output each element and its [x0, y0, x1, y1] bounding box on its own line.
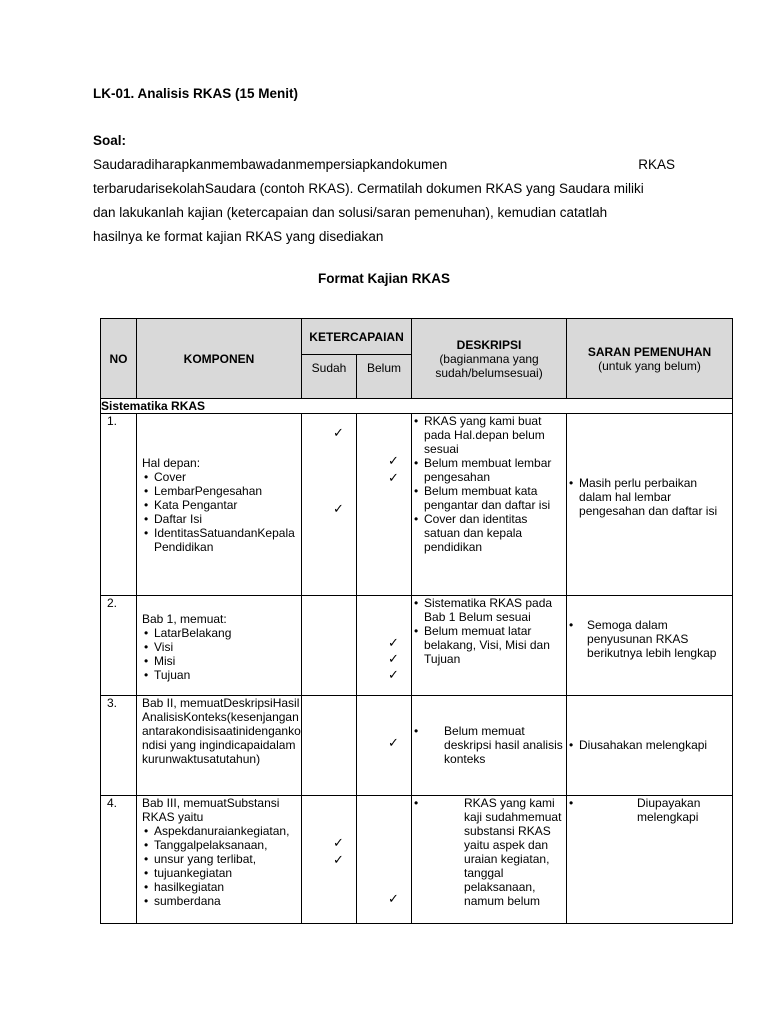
list-item: • LatarBelakang	[142, 626, 301, 640]
list-item: • Daftar Isi	[142, 512, 301, 526]
saran-list	[567, 738, 732, 752]
komponen-lead: Bab 1, memuat:	[142, 612, 227, 626]
paragraph-line-1-left: Saudaradiharapkanmembawadanmempersiapkandokumen	[93, 157, 448, 172]
check-mark-icon: ✓	[388, 651, 399, 666]
header-no: NO	[101, 319, 137, 399]
list-item: • sumberdana	[142, 894, 301, 908]
row-sudah	[302, 696, 357, 796]
deskripsi-list	[412, 724, 566, 766]
deskripsi-list	[412, 596, 566, 666]
komponen-lead: Bab III, memuatSubstansi RKAS yaitu	[142, 796, 280, 824]
header-sudah: Sudah	[302, 355, 357, 399]
table-row	[101, 796, 733, 924]
instruction-paragraph	[93, 153, 675, 249]
list-item: • Diupayakan melengkapi	[567, 796, 732, 824]
kajian-table	[100, 318, 733, 924]
soal-label: Soal:	[93, 133, 127, 148]
deskripsi-list	[412, 796, 566, 908]
list-item: • Misi	[142, 654, 301, 668]
row-komponen	[137, 414, 302, 596]
saran-list	[567, 618, 732, 660]
row-belum	[357, 796, 412, 924]
paragraph-line-1-right: RKAS	[638, 157, 675, 172]
list-item: • Kata Pengantar	[142, 498, 301, 512]
list-item: • Belum membuat kata pengantar dan daftar isi	[412, 484, 566, 512]
list-item: • RKAS yang kami kaji sudahmemuat substansi RKAS yaitu aspek dan uraian kegiatan, tanggal pelaksanaan, namum belum	[412, 796, 566, 908]
deskripsi-list	[412, 414, 566, 554]
header-saran	[567, 319, 733, 399]
list-item: • Visi	[142, 640, 301, 654]
paragraph-line-1	[93, 153, 675, 177]
row-no: 2.	[101, 596, 137, 696]
check-mark-icon: ✓	[333, 425, 344, 440]
row-saran	[567, 596, 733, 696]
header-saran-title: SARAN PEMENUHAN	[587, 344, 712, 359]
komponen-lead: Hal depan:	[142, 456, 201, 470]
row-sudah	[302, 796, 357, 924]
paragraph-line-4: hasilnya ke format kajian RKAS yang disediakan	[93, 229, 384, 244]
row-belum	[357, 596, 412, 696]
table-row	[101, 596, 733, 696]
komponen-list	[142, 824, 301, 908]
komponen-lead: Bab II, memuatDeskripsiHasilAnalisisKonteks(kesenjanganantarakondisisaatinidengankondisi yang ingindicapaidalamkurunwaktusatutahun)	[142, 696, 301, 766]
list-item: • Belum membuat lembar pengesahan	[412, 456, 566, 484]
row-sudah	[302, 414, 357, 596]
list-item: • Cover dan identitas satuan dan kepala pendidikan	[412, 512, 566, 554]
list-item: • Sistematika RKAS pada Bab 1 Belum sesuai	[412, 596, 566, 624]
row-komponen	[137, 796, 302, 924]
row-sudah	[302, 596, 357, 696]
list-item: • Aspekdanuraiankegiatan,	[142, 824, 301, 838]
list-item: • Masih perlu perbaikan dalam hal lembar pengesahan dan daftar isi	[567, 476, 732, 518]
list-item: • LembarPengesahan	[142, 484, 301, 498]
row-belum	[357, 414, 412, 596]
check-mark-icon: ✓	[333, 852, 344, 867]
format-title: Format Kajian RKAS	[317, 271, 451, 286]
header-deskripsi-title: DESKRIPSI	[456, 337, 522, 352]
list-item: • IdentitasSatuandanKepalaPendidikan	[142, 526, 301, 554]
list-item: • hasilkegiatan	[142, 880, 301, 894]
row-deskripsi	[412, 796, 567, 924]
list-item: • Belum memuat latar belakang, Visi, Misi dan Tujuan	[412, 624, 566, 666]
list-item: • Cover	[142, 470, 301, 484]
check-mark-icon: ✓	[388, 735, 399, 750]
check-mark-icon: ✓	[388, 635, 399, 650]
saran-list	[567, 476, 732, 518]
list-item: • Tujuan	[142, 668, 301, 682]
row-saran	[567, 796, 733, 924]
row-deskripsi	[412, 596, 567, 696]
table-row	[101, 414, 733, 596]
header-belum: Belum	[357, 355, 412, 399]
list-item: • Diusahakan melengkapi	[567, 738, 732, 752]
komponen-list	[142, 626, 301, 682]
check-mark-icon: ✓	[388, 470, 399, 485]
komponen-list	[142, 470, 301, 554]
header-deskripsi	[412, 319, 567, 399]
check-mark-icon: ✓	[388, 667, 399, 682]
row-no: 4.	[101, 796, 137, 924]
header-ketercapaian: KETERCAPAIAN	[302, 319, 412, 355]
header-komponen: KOMPONEN	[137, 319, 302, 399]
list-item: • tujuankegiatan	[142, 866, 301, 880]
table-row	[101, 696, 733, 796]
row-komponen	[137, 696, 302, 796]
paragraph-line-3: dan lakukanlah kajian (ketercapaian dan solusi/saran pemenuhan), kemudian catatlah	[93, 205, 608, 220]
list-item: • Belum memuat deskripsi hasil analisis konteks	[412, 724, 566, 766]
row-no: 3.	[101, 696, 137, 796]
document-title: LK-01. Analisis RKAS (15 Menit)	[93, 86, 299, 101]
list-item: • Semoga dalam penyusunan RKAS berikutnya lebih lengkap	[567, 618, 732, 660]
row-deskripsi	[412, 414, 567, 596]
saran-list	[567, 796, 732, 824]
header-deskripsi-sub: (bagianmana yang sudah/belumsesuai)	[435, 351, 543, 380]
row-komponen	[137, 596, 302, 696]
paragraph-line-2: terbarudarisekolahSaudara (contoh RKAS). Cermatilah dokumen RKAS yang Saudara miliki	[93, 181, 644, 196]
check-mark-icon: ✓	[333, 835, 344, 850]
row-saran	[567, 696, 733, 796]
row-deskripsi	[412, 696, 567, 796]
check-mark-icon: ✓	[388, 453, 399, 468]
row-belum	[357, 696, 412, 796]
row-saran	[567, 414, 733, 596]
list-item: • RKAS yang kami buat pada Hal.depan belum sesuai	[412, 414, 566, 456]
header-saran-sub: (untuk yang belum)	[598, 358, 701, 373]
check-mark-icon: ✓	[333, 501, 344, 516]
list-item: • Tanggalpelaksanaan,	[142, 838, 301, 852]
section-sistematika: Sistematika RKAS	[101, 399, 733, 414]
row-no: 1.	[101, 414, 137, 596]
check-mark-icon: ✓	[388, 891, 399, 906]
list-item: • unsur yang terlibat,	[142, 852, 301, 866]
